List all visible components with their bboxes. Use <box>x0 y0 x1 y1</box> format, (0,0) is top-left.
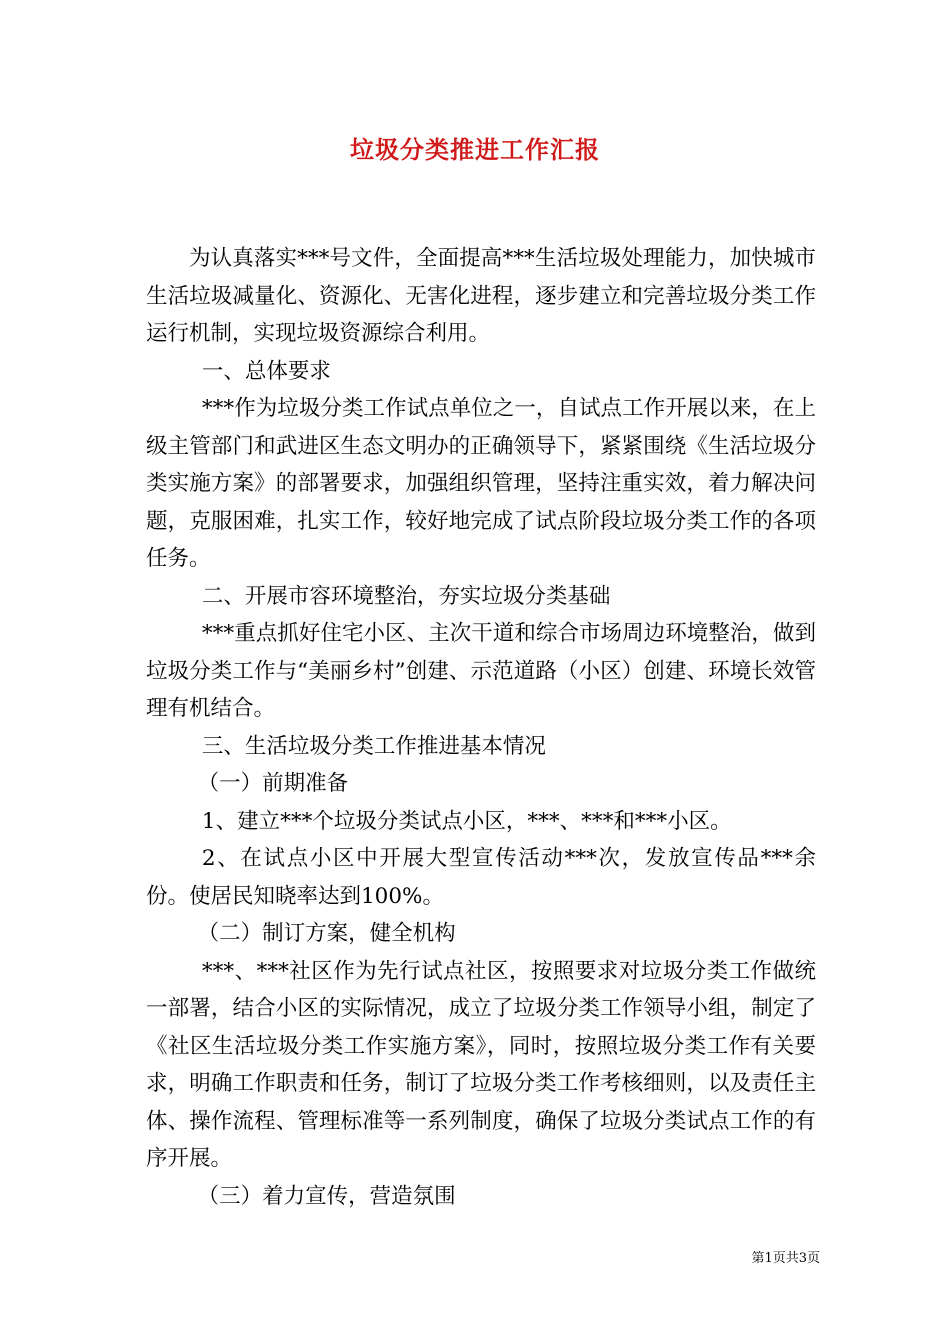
list-item-1: 1、建立***个垃圾分类试点小区，***、***和***小区。 <box>201 808 732 834</box>
heading-section-2: 二、开展市容环境整治，夯实垃圾分类基础 <box>201 583 611 609</box>
paragraph-section-2: ***重点抓好住宅小区、主次干道和综合市场周边环境整治，做到垃圾分类工作与“美丽乡村”创建、示范道路（小区）创建、环境长效管理有机结合。 <box>146 621 816 721</box>
paragraph-subsection-2: ***、***社区作为先行试点社区，按照要求对垃圾分类工作做统一部署，结合小区的实际情况，成立了垃圾分类工作领导小组，制定了《社区生活垃圾分类工作实施方案》，同时，按照垃圾分类工作有关要求，明确工作职责和任务，制订了垃圾分类工作考核细则，以及责任主体、操作流程、管理标准等一系列制度，确保了垃圾分类试点工作的有序开展。 <box>146 958 816 1171</box>
heading-subsection-1: （一）前期准备 <box>197 771 349 796</box>
heading-subsection-3: （三）着力宣传，营造氛围 <box>197 1183 456 1209</box>
heading-section-1: 一、总体要求 <box>201 358 331 384</box>
heading-subsection-2: （二）制订方案，健全机构 <box>197 921 456 946</box>
paragraph-intro: 为认真落实***号文件，全面提高***生活垃圾处理能力，加快城市生活垃圾减量化、资源化、无害化进程，逐步建立和完善垃圾分类工作运行机制，实现垃圾资源综合利用。 <box>146 246 816 346</box>
paragraph-section-1: ***作为垃圾分类工作试点单位之一，自试点工作开展以来，在上级主管部门和武进区生态文明办的正确领导下，紧紧围绕《生活垃圾分类实施方案》的部署要求，加强组织管理，坚持注重实效，着力解决问题，克服困难，扎实工作，较好地完成了试点阶段垃圾分类工作的各项任务。 <box>146 396 816 571</box>
page-number: 第1页共3页 <box>751 1251 820 1266</box>
list-item-2: 2、在试点小区中开展大型宣传活动***次，发放宣传品***余份。使居民知晓率达到100%。 <box>146 846 816 909</box>
document-body <box>146 240 816 1215</box>
heading-section-3: 三、生活垃圾分类工作推进基本情况 <box>201 733 546 759</box>
document-title: 垃圾分类推进工作汇报 <box>350 135 600 164</box>
